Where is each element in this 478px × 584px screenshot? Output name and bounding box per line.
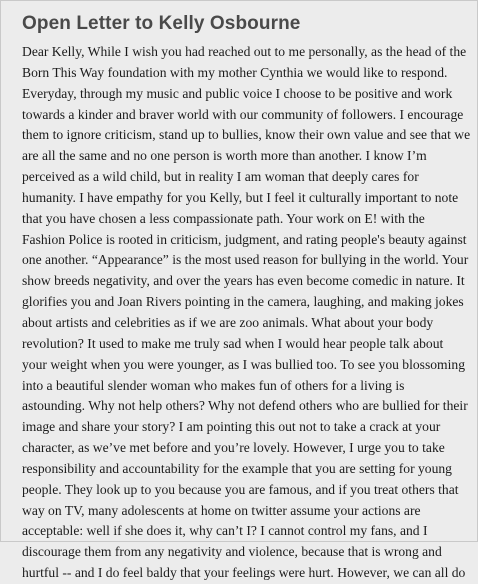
letter-line: perceived as a wild child, but in reality I am woman that deeply cares for [22,169,419,185]
letter-line: character, as we’ve met before and you’re lovely. However, I urge you to take [22,440,445,456]
letter-line: way on TV, many adolescents at home on twitter assume your actions are [22,502,421,518]
letter-line: towards a kinder and braver world with our community of followers. I encourage [22,106,464,122]
letter-line: one another. “Appearance” is the most used reason for bullying in the world. Your [22,252,469,268]
letter-line: Everyday, through my music and public voice I choose to be positive and work [22,85,453,101]
letter-line: about artists and celebrities as if we are zoo animals. What about your body [22,314,434,330]
letter-line: humanity. I have empathy for you Kelly, but I feel it culturally important to note [22,189,459,205]
letter-line: hurtful -- and I do feel baldy that your feelings were hurt. However, we can all do [22,565,466,581]
letter-line: Fashion Police is rooted in criticism, judgment, and rating people's beauty against [22,231,467,247]
letter-line: responsibility and accountability for the example that you are setting for young [22,460,452,476]
letter-line: astounding. Why not help others? Why not defend others who are bullied for their [22,398,468,414]
letter-line: into a beautiful slender woman who makes fun of others for a living is [22,377,405,393]
page-title: Open Letter to Kelly Osbourne [22,13,301,34]
letter-line: discourage them from any negativity and violence, because that is wrong and [22,544,442,560]
letter-line: revolution? It used to make me truly sad when I would hear people talk about [22,335,444,351]
letter-line: them to ignore criticism, stand up to bullies, know their own value and see that we [22,127,471,143]
letter-body [22,42,474,584]
letter-line: people. They look up to you because you are famous, and if you treat others that [22,481,459,497]
letter-line: are all the same and no one person is worth more than another. I know I’m [22,148,427,164]
letter-line: Dear Kelly, While I wish you had reached out to me personally, as the head of the [22,44,467,59]
letter-line: that you have chosen a less compassionate path. Your work on E! with the [22,210,425,226]
letter-line: glorifies you and Joan Rivers pointing in the camera, laughing, and making jokes [22,294,464,310]
letter-line: image and share your story? I am pointing this out not to take a crack at your [22,419,441,435]
letter-line: acceptable: well if she does it, why can’t I? I cannot control my fans, and I [22,523,428,539]
letter-line: your weight when you were younger, as I was bullied too. To see you blossoming [22,356,465,372]
letter-line: show breeds negativity, and over the years has even become comedic in nature. It [22,273,465,289]
letter-line: Born This Way foundation with my mother Cynthia we would like to respond. [22,64,448,80]
